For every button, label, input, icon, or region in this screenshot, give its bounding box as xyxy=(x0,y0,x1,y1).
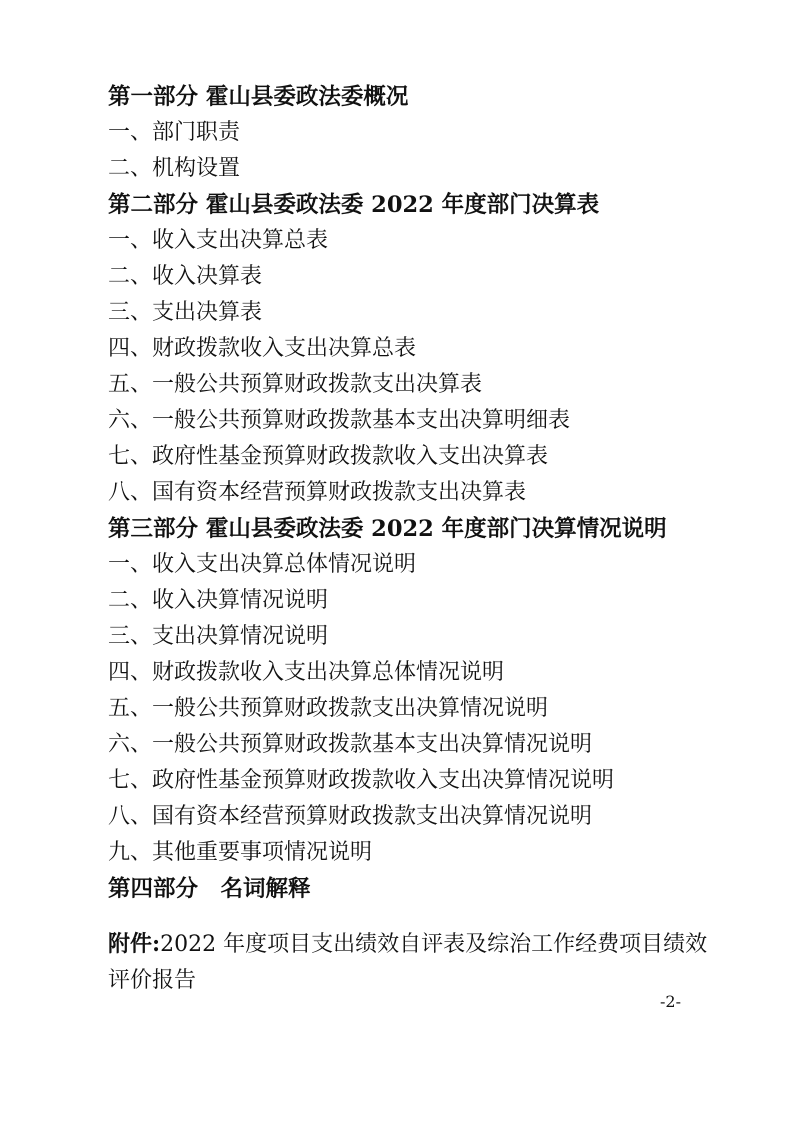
part2-item: 七、政府性基金预算财政拨款收入支出决算表 xyxy=(108,444,549,469)
attachment-label: 附件: xyxy=(108,931,161,957)
part3-item: 二、收入决算情况说明 xyxy=(108,588,329,613)
part3-item: 五、一般公共预算财政拨款支出决算情况说明 xyxy=(108,696,549,721)
part2-item: 一、收入支出决算总表 xyxy=(108,228,329,253)
part1-item: 二、机构设置 xyxy=(108,156,241,181)
attachment-paragraph xyxy=(108,926,708,999)
part3-item: 九、其他重要事项情况说明 xyxy=(108,840,373,865)
part3-item: 七、政府性基金预算财政拨款收入支出决算情况说明 xyxy=(108,768,615,793)
part3-heading: 第三部分 霍山县委政法委 2022 年度部门决算情况说明 xyxy=(108,516,667,542)
part2-item: 三、支出决算表 xyxy=(108,300,263,325)
part2-item: 五、一般公共预算财政拨款支出决算表 xyxy=(108,372,483,397)
part2-heading: 第二部分 霍山县委政法委 2022 年度部门决算表 xyxy=(108,192,600,218)
page-number: -2- xyxy=(660,992,681,1011)
attachment-text: 2022 年度项目支出绩效自评表及综治工作经费项目绩效评价报告 xyxy=(108,932,708,993)
part3-item: 八、国有资本经营预算财政拨款支出决算情况说明 xyxy=(108,804,593,829)
part2-item: 八、国有资本经营预算财政拨款支出决算表 xyxy=(108,480,527,505)
part1-heading: 第一部分 霍山县委政法委概况 xyxy=(108,84,409,110)
part2-item: 四、财政拨款收入支出决算总表 xyxy=(108,336,417,361)
part3-item: 六、一般公共预算财政拨款基本支出决算情况说明 xyxy=(108,732,593,757)
part2-item: 二、收入决算表 xyxy=(108,264,263,289)
part3-item: 一、收入支出决算总体情况说明 xyxy=(108,552,417,577)
part2-item: 六、一般公共预算财政拨款基本支出决算明细表 xyxy=(108,408,571,433)
part3-item: 四、财政拨款收入支出决算总体情况说明 xyxy=(108,660,505,685)
part3-item: 三、支出决算情况说明 xyxy=(108,624,329,649)
part4-heading: 第四部分 名词解释 xyxy=(108,876,311,902)
part1-item: 一、部门职责 xyxy=(108,120,241,145)
